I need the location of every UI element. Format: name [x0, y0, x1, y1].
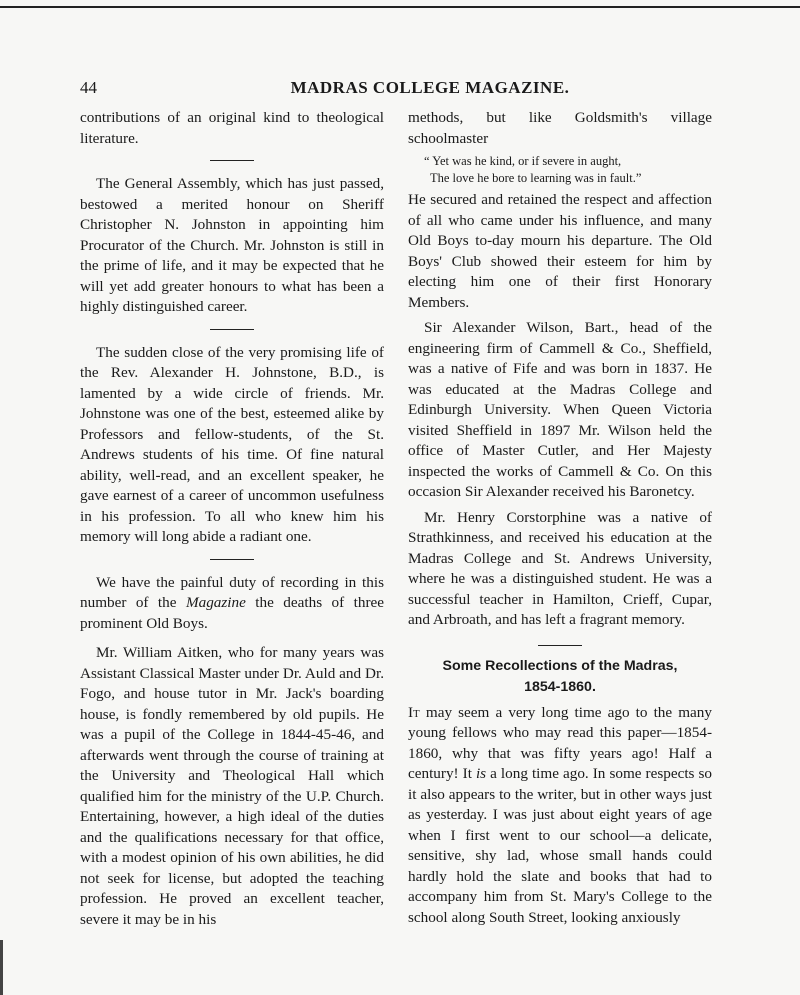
section-divider [210, 329, 254, 330]
goldsmith-quote [408, 153, 712, 187]
obituary-intro-text-a: We have the painful duty of recording in this number of the [80, 573, 384, 611]
paragraph-theological-literature: contributions of an original kind to theological literature. [80, 109, 384, 147]
quote-line-1: “ Yet was he kind, or if severe in aught, [424, 154, 622, 168]
page-edge-shadow [0, 940, 3, 995]
section-divider [210, 160, 254, 161]
paragraph-aitken-continued: methods, but like Goldsmith's village schoolmaster [408, 109, 712, 147]
top-border-rule [0, 6, 800, 8]
paragraph-wilson: Sir Alexander Wilson, Bart., head of the engineering firm of Cammell & Co., Sheffield, was a native of Fife and was born in 1837. He was educated at the Madras College and Edinburgh University. When Queen Victoria visited Sheffield in 1897 Mr. Wilson held the office of Master Cutler, and Her Majesty inspected the works of Cammell & Co. On this occasion Sir Alexander received his Baronetcy. [408, 319, 712, 500]
right-column [408, 108, 712, 928]
section-divider [538, 645, 582, 646]
running-title: MADRAS COLLEGE MAGAZINE. [290, 78, 570, 97]
recollections-text-a: may seem a very long time ago to the many young fellows who may read this paper—1854-1860, why that was fifty years ago! Half a century! It [408, 703, 712, 782]
paragraph-gap [80, 634, 384, 643]
section-divider [210, 559, 254, 560]
drop-cap: It [408, 703, 420, 721]
section-heading-line-1: Some Recollections of the Madras, [442, 657, 678, 674]
recollections-italic: is [475, 765, 487, 782]
obituary-intro-text-b: the deaths of three prominent Old Boys. [80, 594, 385, 632]
section-heading-line-2: 1854-1860. [524, 678, 596, 695]
recollections-text-b: a long time ago. In some respects so it also appears to the writer, but in other ways just as yesterday. I was just about eight years of age when I first went to our school—a delicate, sensitive, shy lad, whose small hands could hardly hold the slate and books that had to accompany him from St. Mary's College to the school along South Street, looking anxiously [408, 765, 712, 926]
paragraph-aitken-esteem: He secured and retained the respect and affection of all who came under his influence, and many Old Boys to-day mourn his departure. The Old Boys' Club showed their esteem for him by electing him one of their first Honorary Members. [408, 191, 712, 311]
left-column [80, 108, 384, 930]
paragraph-obituary-intro [80, 573, 384, 635]
page-header [80, 78, 720, 100]
page-number: 44 [80, 78, 97, 97]
quote-line-2: The love he bore to learning was in fault.” [430, 171, 642, 185]
paragraph-general-assembly: The General Assembly, which has just passed, bestowed a merited honour on Sheriff Christopher N. Johnston in appointing him Procurator of the Church. Mr. Johnston is still in the prime of life, and it may be expected that he will yet add greater honours to what has been a highly distinguished career. [80, 175, 384, 315]
magazine-italic: Magazine [185, 594, 246, 611]
paragraph-aitken: Mr. William Aitken, who for many years was Assistant Classical Master under Dr. Auld and Dr. Fogo, and house tutor in Mr. Jack's boarding house, is fondly remembered by old pupils. He was a pupil of the College in 1844-45-46, and afterwards went through the course of training at the University and Theological Hall which qualified him for the ministry of the U.P. Church. Entertaining, however, a high ideal of the duties and the qualifications necessary for that office, with a modest opinion of his own abilities, he did not seek for license, but adopted the teaching profession. He proved an excellent teacher, severe it may be in his [80, 644, 384, 928]
paragraph-recollections [408, 703, 712, 929]
paragraph-johnstone: The sudden close of the very promising life of the Rev. Alexander H. Johnstone, B.D., is lamented by a wide circle of friends. Mr. Johnstone was one of the best, esteemed alike by Professors and fellow-students, of the St. Andrews students of his time. Of fine natural ability, well-read, and an excellent speaker, he gave earnest of a career of uncommon usefulness in his profession. To all who knew him his memory will long abide a radiant one. [80, 343, 384, 545]
paragraph-corstorphine: Mr. Henry Corstorphine was a native of Strathkinness, and received his education at the Madras College and St. Andrews University, where he was a distinguished student. He was a successful teacher in Hamilton, Crieff, Cupar, and Arbroath, and has left a fragrant memory. [408, 508, 712, 628]
section-heading [408, 656, 712, 698]
